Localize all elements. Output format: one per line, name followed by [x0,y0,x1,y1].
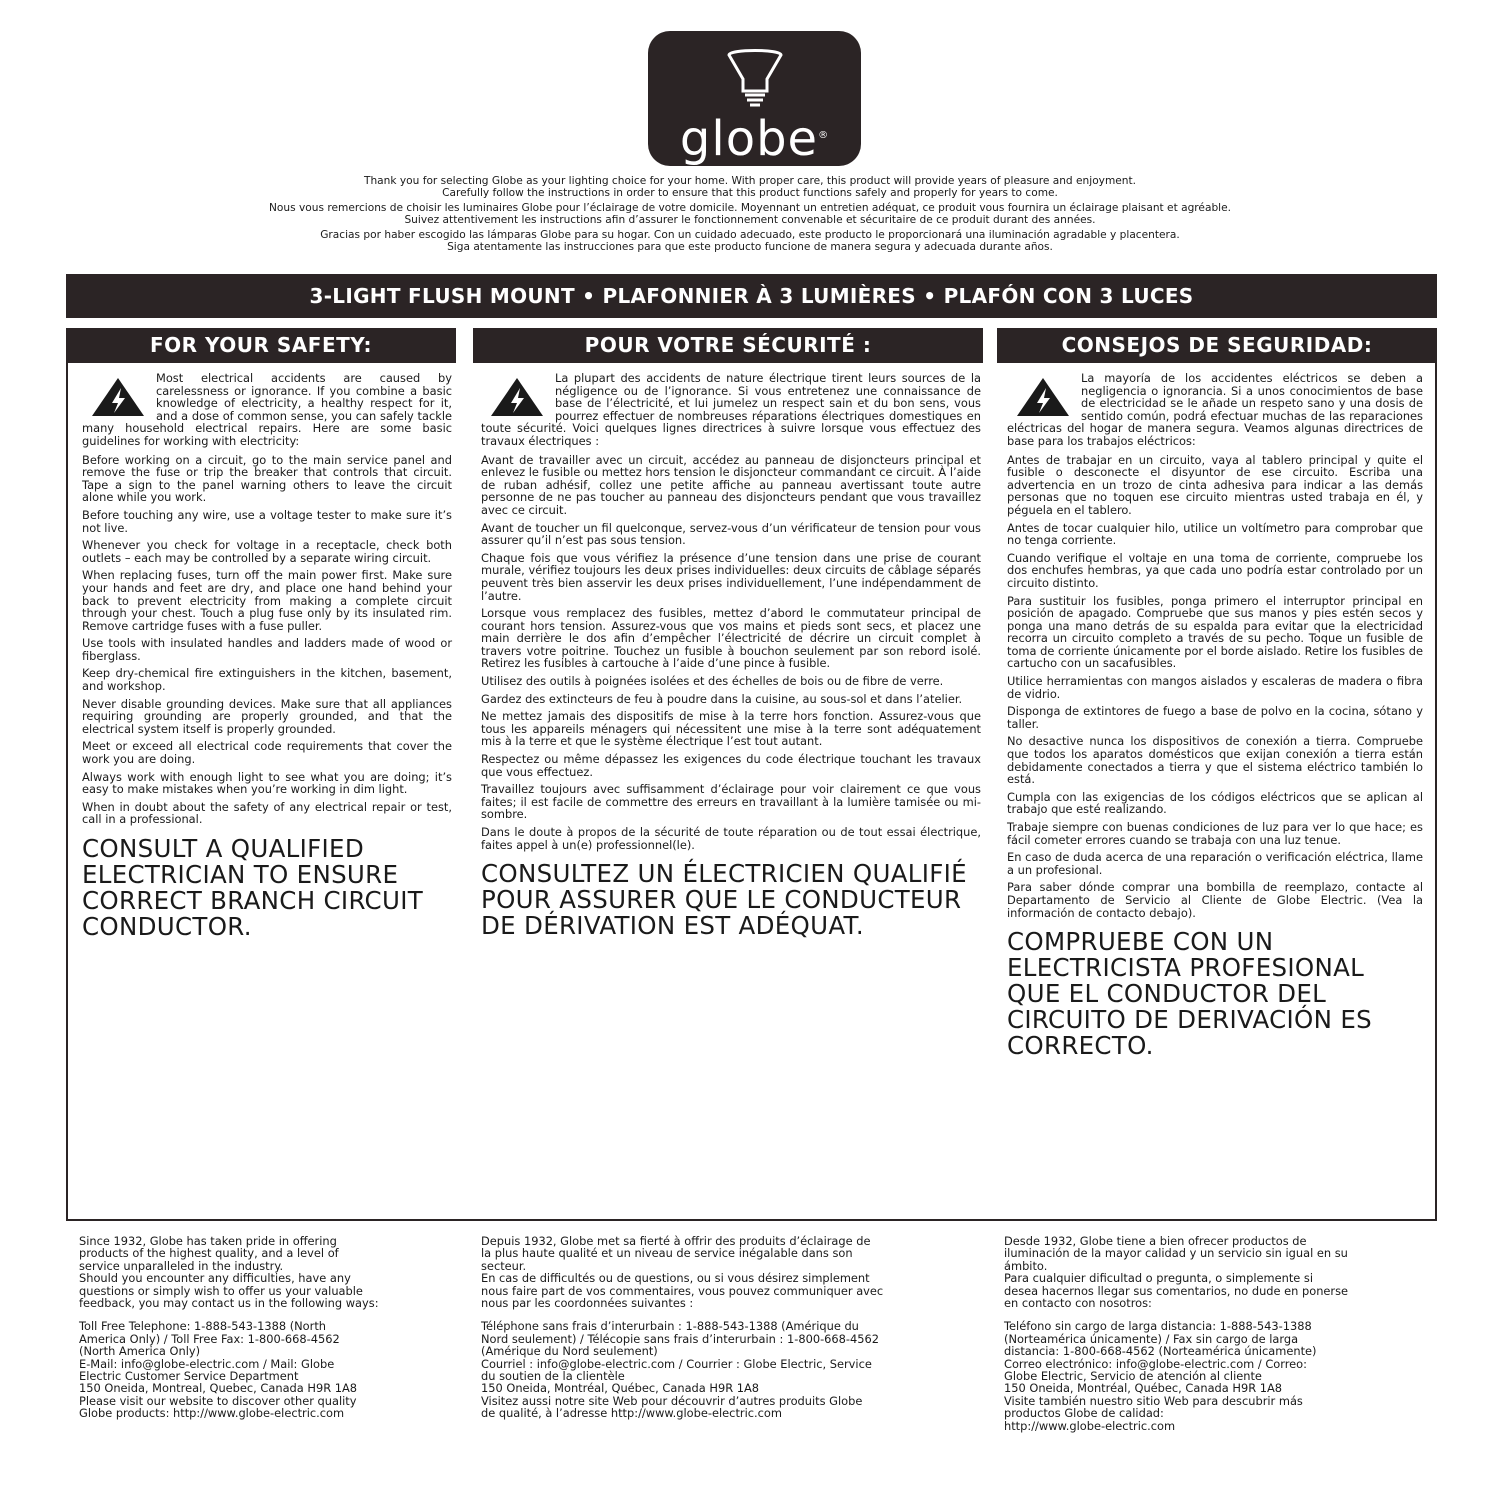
safety-tip: Before working on a circuit, go to the main service panel and remove the fuse or trip the breaker that controls that circuit. Tape a sign to the panel warning others to leave the circuit alone while you work. [82,452,452,505]
consult-electrician-notice: COMPRUEBE CON UN ELECTRICISTA PROFESIONAL QUE EL CONDUCTOR DEL CIRCUITO DE DERIVACIÓN ES CORRECTO. [1007,927,1372,1061]
contact-block-french [481,1235,981,1431]
intro-spanish: Gracias por haber escogido las lámparas Globe para su hogar. Con un cuidado adecuado, este producto le proporcionará una iluminación agradable y placentera. Siga atentamente las instrucciones para que este producto funcione de manera segura y adecuada durante años. [320,229,1180,253]
contact-details: Toll Free Telephone: 1-888-543-1388 (North America Only) / Toll Free Fax: 1-800-668-4562 (North America Only) E-Mail: info@globe-electric.com / Mail: Globe Electric Customer Service Department 150 Oneida, Montreal, Quebec, Canada H9R 1A8 Please visit our website to discover other quality Globe products: http://www.globe-electric.com [79,1319,358,1421]
safety-tip: Cumpla con las exigencias de los códigos eléctricos que se aplican al trabajo que esté realizando. [1007,789,1423,817]
safety-tip: No desactive nunca los dispositivos de conexión a tierra. Compruebe que todos los aparatos domésticos que exijan conexión a tierra están debidamente conectados a tierra y que el sistema eléctrico también lo está. [1007,734,1423,787]
safety-tip: Antes de trabajar en un circuito, vaya al tablero principal y quite el fusible o desconecte el disyuntor de ese circuito. Escriba una advertencia en un trozo de cinta adhesiva para indicar a las demás personas que no toquen ese circuito mientras usted trabaja en él, y péguela en el tablero. [1007,452,1423,517]
company-statement: Depuis 1932, Globe met sa fierté à offrir des produits d’éclairage de la plus haute qualité et un niveau de service inégalable dans son secteur. En cas de difficultés ou de questions, ou si vous désirez simplement nous faire part de vos commentaires, vous pouvez communiquer avec nous par les coordonnées suivantes : [481,1234,884,1311]
safety-tip: When replacing fuses, turn off the main power first. Make sure your hands and feet are dry, and place one hand behind your back to prevent electricity from making a complete circuit through your chest. Touch a plug fuse only by its insulated rim. Remove cartridge fuses with a fuse puller. [82,568,452,633]
safety-tip: Keep dry-chemical fire extinguishers in the kitchen, basement, and workshop. [82,666,452,694]
safety-tip: Chaque fois que vous vérifiez la présence d’une tension dans une prise de courant murale, vérifiez toujours les deux prises individuelles: deux circuits de câblage séparés peuvent très bien asservir les deux prises individuellement, l’une indépendamment de l’autre. [481,550,981,603]
safety-tip: Lorsque vous remplacez des fusibles, mettez d’abord le commutateur principal de courant hors tension. Assurez-vous que vos mains et pieds sont secs, et placez une main derrière le dos afin d’empêcher l’électricité de décrire un circuit complet à travers votre poitrine. Touchez un fusible à bouchon seulement par son rebord isolé. Retirez les fusibles à cartouche à l’aide d’une pince à fusible. [481,606,981,671]
safety-tip: Para saber dónde comprar una bombilla de reemplazo, contacte al Departamento de Servicio al Cliente de Globe Electric. (Vea la información de contacto debajo). [1007,880,1423,920]
contact-block-english [79,1235,459,1431]
intro-text [60,176,1440,258]
contact-block-spanish [1004,1235,1434,1443]
company-statement: Since 1932, Globe has taken pride in offering products of the highest quality, and a level of service unparalleled in the industry. Should you encounter any difficulties, have any questions or simply wish to offer us your valuable feedback, you may contact us in the following ways: [79,1234,379,1311]
safety-tip: Disponga de extintores de fuego a base de polvo en la cocina, sótano y taller. [1007,704,1423,731]
safety-tip: En caso de duda acerca de una reparación o verificación eléctrica, llame a un profesional. [1007,850,1423,877]
safety-tip: Para sustituir los fusibles, ponga primero el interruptor principal en posición de apagado. Compruebe que sus manos y pies estén secos y ponga una mano detrás de su espalda para evitar que la electricidad recorra un circuito completo a través de su pecho. Toque un fusible de toma de corriente únicamente por el borde aislado. Retire los fusibles de cartucho con un sacafusibles. [1007,593,1423,671]
safety-tip: Whenever you check for voltage in a receptacle, check both outlets – each may be controlled by a separate wiring circuit. [82,538,452,565]
safety-tip: When in doubt about the safety of any electrical repair or test, call in a professional. [82,799,452,827]
warning-icon [90,376,146,418]
intro-french: Nous vous remercions de choisir les luminaires Globe pour l’éclairage de votre domicile. Moyennant un entretien adéquat, ce produit vous fournira un éclairage plaisant et agréable. Suivez attentivement les instructions afin d’assurer le fonctionnement convenable et sécuritaire de ce produit durant des années. [269,202,1231,226]
company-statement: Desde 1932, Globe tiene a bien ofrecer productos de iluminación de la mayor calidad y un servicio sin igual en su ámbito. Para cualquier dificultad o pregunta, o simplemente si desea hacernos llegar sus comentarios, no dude en ponerse en contacto con nosotros: [1004,1234,1349,1311]
header-english: FOR YOUR SAFETY: [66,328,456,363]
safety-tip: Cuando verifique el voltaje en una toma de corriente, compruebe los dos enchufes hembras, ya que cada uno podría estar controlado por un circuito distinto. [1007,550,1423,590]
safety-tip: Trabaje siempre con buenas condiciones de luz para ver lo que hace; es fácil cometer errores cuando se trabaja con una luz tenue. [1007,820,1423,847]
safety-intro: Most electrical accidents are caused by carelessness or ignorance. If you combine a basic knowledge of electricity, a healthy respect for it, and a dose of common sense, you can safely tackle many household electrical repairs. Here are some basic guidelines for working with electricity: [82,371,452,448]
intro-english: Thank you for selecting Globe as your lighting choice for your home. With proper care, this product will provide years of pleasure and enjoyment. Carefully follow the instructions in order to ensure that this product functions safely and properly for years to come. [363,175,1137,199]
safety-tip: Dans le doute à propos de la sécurité de toute réparation ou de tout essai électrique, faites appel à un(e) professionnel(le). [481,825,981,852]
warning-icon [1015,376,1071,418]
safety-tip: Always work with enough light to see what you are doing; it’s easy to make mistakes when you’re working in dim light. [82,769,452,797]
safety-tip: Gardez des extincteurs de feu à poudre dans la cuisine, au sous-sol et dans l’atelier. [481,691,963,706]
safety-column-french [481,372,981,944]
safety-tip: Avant de travailler avec un circuit, accédez au panneau de disjoncteurs principal et enlevez le fusible ou mettez hors tension le disjoncteur commandant ce circuit. À l’aide de ruban adhésif, collez une petite affiche au panneau avertissant toute autre personne de ne pas toucher au panneau des disjoncteurs pendant que vous travaillez avec ce circuit. [481,452,981,517]
header-french: POUR VOTRE SÉCURITÉ : [473,328,983,363]
safety-column-english [82,372,452,945]
safety-intro: La mayoría de los accidentes eléctricos se deben a negligencia o ignorancia. Si a unos conocimientos de base de electricidad se le añade un respeto sano y una dosis de sentido común, podrá efectuar muchas de las reparaciones eléctricas del hogar de manera segura. Veamos algunas directrices de base para los trabajos eléctricos: [1007,371,1423,448]
globe-logo [648,31,861,166]
safety-intro: La plupart des accidents de nature électrique tirent leurs sources de la négligence ou de l’ignorance. Si vous entretenez une connaissance de base de l’électricité, et lui jumelez un respect sain et du bon sens, vous pourrez effectuer de nombreuses réparations électriques domestiques en toute sécurité. Voici quelques lignes directrices à suivre lorsque vous effectuez des travaux électriques : [481,371,981,448]
safety-tip: Use tools with insulated handles and ladders made of wood or fiberglass. [82,636,452,663]
warning-icon [489,376,545,418]
logo-wordmark: globe® [679,111,830,167]
header-spanish: CONSEJOS DE SEGURIDAD: [997,328,1437,363]
safety-tip: Ne mettez jamais des dispositifs de mise à la terre hors fonction. Assurez-vous que tous les appareils ménagers qui nécessitent une mise à la terre sont adéquatement mis à la terre et que le système électrique l’est tout autant. [481,709,981,749]
safety-tip: Respectez ou même dépassez les exigences du code électrique touchant les travaux que vous effectuez. [481,752,981,779]
safety-tip: Utilisez des outils à poignées isolées et des échelles de bois ou de fibre de verre. [481,674,944,689]
safety-tip: Antes de tocar cualquier hilo, utilice un voltímetro para comprobar que no tenga corriente. [1007,520,1423,548]
safety-tip: Meet or exceed all electrical code requirements that cover the work you are doing. [82,739,452,767]
safety-tip: Travaillez toujours avec suffisamment d’éclairage pour voir clairement ce que vous faites; il est facile de commettre des erreurs en travaillant à la lumière tamisée ou mi-sombre. [481,782,981,822]
safety-tip: Before touching any wire, use a voltage tester to make sure it’s not live. [82,507,452,535]
safety-tip: Utilice herramientas con mangos aislados y escaleras de madera o fibra de vidrio. [1007,674,1423,701]
safety-tip: Avant de toucher un fil quelconque, servez-vous d’un vérificateur de tension pour vous assurer qu’il n’est pas sous tension. [481,520,981,548]
consult-electrician-notice: CONSULT A QUALIFIED ELECTRICIAN TO ENSURE CORRECT BRANCH CIRCUIT CONDUCTOR. [82,834,423,941]
consult-electrician-notice: CONSULTEZ UN ÉLECTRICIEN QUALIFIÉ POUR ASSURER QUE LE CONDUCTEUR DE DÉRIVATION EST ADÉQUAT. [481,859,967,941]
product-title-bar: 3-LIGHT FLUSH MOUNT • PLAFONNIER À 3 LUMIÈRES • PLAFÓN CON 3 LUCES [66,274,1437,318]
bulb-icon [723,45,787,109]
contact-details: Teléfono sin cargo de larga distancia: 1-888-543-1388 (Norteamérica únicamente) / Fax sin cargo de larga distancia: 1-800-668-4562 (Norteamérica únicamente) Correo electrónico: info@globe-electric.com / Correo: Globe Electric, Servicio de atención al cliente 150 Oneida, Montréal, Québec, Canada H9R 1A8 Visite también nuestro sitio Web para descubrir más productos Globe de calidad: http://www.globe-electric.com [1004,1319,1317,1433]
contact-details: Téléphone sans frais d’interurbain : 1-888-543-1388 (Amérique du Nord seulement) / Télécopie sans frais d’interurbain : 1-800-668-4562 (Amérique du Nord seulement) Courriel : info@globe-electric.com / Courrier : Globe Electric, Service du soutien de la clientèle 150 Oneida, Montréal, Québec, Canada H9R 1A8 Visitez aussi notre site Web pour découvrir d’autres produits Globe de qualité, à l’adresse http://www.globe-electric.com [481,1319,880,1421]
safety-tip: Never disable grounding devices. Make sure that all appliances requiring grounding are properly grounded, and that the electrical system itself is properly grounded. [82,696,452,736]
safety-column-spanish [1007,372,1423,1064]
